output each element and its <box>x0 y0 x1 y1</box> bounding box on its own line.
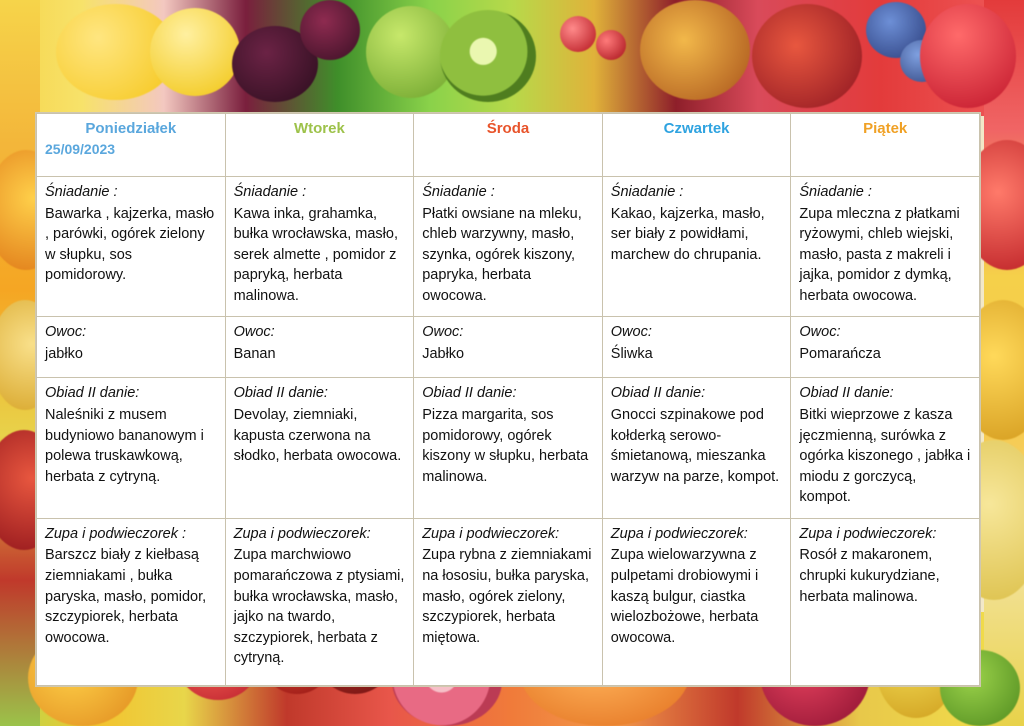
cell-maincourse-tuesday <box>225 378 414 518</box>
meal-label: Obiad II danie: <box>45 385 140 402</box>
meal-text: Zupa wielowarzywna z pulpetami drobiowymi i kaszą bulgur, ciastka wielozbożowe, herbata owocowa. <box>610 547 759 646</box>
table-header <box>37 114 980 177</box>
meal-label: Śniadanie : <box>45 184 118 200</box>
cell-soup-thursday <box>602 518 791 685</box>
meal-text: Kawa inka, grahamka, bułka wrocławska, masło, serek almette , pomidor z papryką, herbata malinowa. <box>233 205 398 304</box>
meal-text: Naleśniki z musem budyniowo bananowym i polewa truskawkową, herbata z cytryną. <box>45 407 204 485</box>
meal-label: Owoc: <box>233 324 275 341</box>
meal-text: Bawarka , kajzerka, masło , parówki, ogórek zielony w słupku, sos pomidorowy. <box>45 205 215 284</box>
meal-text: Pomarańcza <box>799 346 881 363</box>
meal-label: Śniadanie : <box>422 184 495 200</box>
meal-label: Obiad II danie: <box>610 385 706 402</box>
meal-text: Kakao, kajzerka, masło, ser biały z powidłami, marchew do chrupania. <box>610 205 765 263</box>
meal-text: Zupa mleczna z płatkami ryżowymi, chleb wiejski, masło, pasta z makreli i jajka, pomidor z dymką, herbata owocowa. <box>799 205 960 304</box>
meal-label: Śniadanie : <box>610 184 684 200</box>
cell-breakfast-friday <box>791 177 980 317</box>
cell-fruit-tuesday <box>225 317 414 378</box>
meal-label: Owoc: <box>799 324 841 341</box>
meal-label: Śniadanie : <box>799 184 872 200</box>
day-name-wednesday: Środa <box>486 120 530 137</box>
cell-fruit-thursday <box>602 317 791 378</box>
day-name-tuesday: Wtorek <box>293 120 345 137</box>
cell-fruit-wednesday <box>414 317 603 378</box>
meal-label: Zupa i podwieczorek : <box>45 525 187 542</box>
menu-date: 25/09/2023 <box>45 140 116 157</box>
meal-text: Barszcz biały z kiełbasą ziemniakami , bułka paryska, masło, pomidor, szczypiorek, herbata owocowa. <box>45 547 207 646</box>
day-header-friday <box>791 114 980 177</box>
meal-label: Zupa i podwieczorek: <box>422 525 560 542</box>
meal-text: jabłko <box>45 346 83 363</box>
meal-label: Zupa i podwieczorek: <box>233 525 371 542</box>
meal-label: Obiad II danie: <box>799 385 894 402</box>
cell-breakfast-monday <box>37 177 226 317</box>
cell-soup-tuesday <box>225 518 414 685</box>
cell-soup-friday <box>791 518 980 685</box>
meal-text: Rosół z makaronem, chrupki kukurydziane, herbata malinowa. <box>799 547 940 605</box>
meal-text: Zupa marchwiowo pomarańczowa z ptysiami, bułka wrocławska, masło, jajko na twardo, szczypiorek, herbata z cytryną. <box>233 547 405 667</box>
cell-breakfast-tuesday <box>225 177 414 317</box>
cell-maincourse-friday <box>791 378 980 518</box>
cell-fruit-friday <box>791 317 980 378</box>
table-row <box>37 378 980 518</box>
meal-text: Devolay, ziemniaki, kapusta czerwona na słodko, herbata owocowa. <box>233 407 402 465</box>
day-name-thursday: Czwartek <box>663 120 730 137</box>
day-name-friday: Piątek <box>863 120 908 137</box>
meal-text: Pizza margarita, sos pomidorowy, ogórek kiszony w słupku, herbata malinowa. <box>422 407 589 485</box>
meal-label: Obiad II danie: <box>233 385 328 402</box>
meal-label: Owoc: <box>45 324 87 341</box>
meal-text: Płatki owsiane na mleku, chleb warzywny, masło, szynka, ogórek kiszony, papryka, herbata owocowa. <box>422 205 582 304</box>
meal-text: Zupa rybna z ziemniakami na łososiu, bułka paryska, masło, ogórek zielony, szczypiorek, herbata miętowa. <box>422 547 592 646</box>
table-body <box>37 177 980 686</box>
meal-label: Owoc: <box>422 324 464 341</box>
meal-label: Obiad II danie: <box>422 385 517 402</box>
meal-text: Jabłko <box>422 346 465 363</box>
day-header-thursday <box>602 114 791 177</box>
weekly-menu-table-container <box>36 113 980 686</box>
cell-soup-wednesday <box>414 518 603 685</box>
meal-label: Śniadanie : <box>233 184 307 200</box>
meal-label: Zupa i podwieczorek: <box>799 525 937 542</box>
cell-fruit-monday <box>37 317 226 378</box>
weekly-menu-table <box>36 113 980 686</box>
cell-soup-monday <box>37 518 226 685</box>
cell-breakfast-thursday <box>602 177 791 317</box>
meal-label: Zupa i podwieczorek: <box>610 525 748 542</box>
day-name-monday: Poniedziałek <box>85 120 177 137</box>
day-header-monday <box>37 114 226 177</box>
meal-text: Śliwka <box>610 346 653 363</box>
cell-maincourse-wednesday <box>414 378 603 518</box>
day-header-tuesday <box>225 114 414 177</box>
table-row <box>37 177 980 317</box>
meal-text: Bitki wieprzowe z kasza jęczmienną, surówka z ogórka kiszonego , jabłka i miodu z gorczycą, kompot. <box>799 407 971 506</box>
cell-breakfast-wednesday <box>414 177 603 317</box>
meal-label: Owoc: <box>610 324 652 341</box>
meal-text: Banan <box>233 346 276 363</box>
table-row <box>37 317 980 378</box>
day-header-wednesday <box>414 114 603 177</box>
cell-maincourse-monday <box>37 378 226 518</box>
header-row <box>37 114 980 177</box>
meal-text: Gnocci szpinakowe pod kołderką serowo-śmietanową, mieszanka warzyw na parze, kompot. <box>610 407 780 485</box>
cell-maincourse-thursday <box>602 378 791 518</box>
table-row <box>37 518 980 685</box>
